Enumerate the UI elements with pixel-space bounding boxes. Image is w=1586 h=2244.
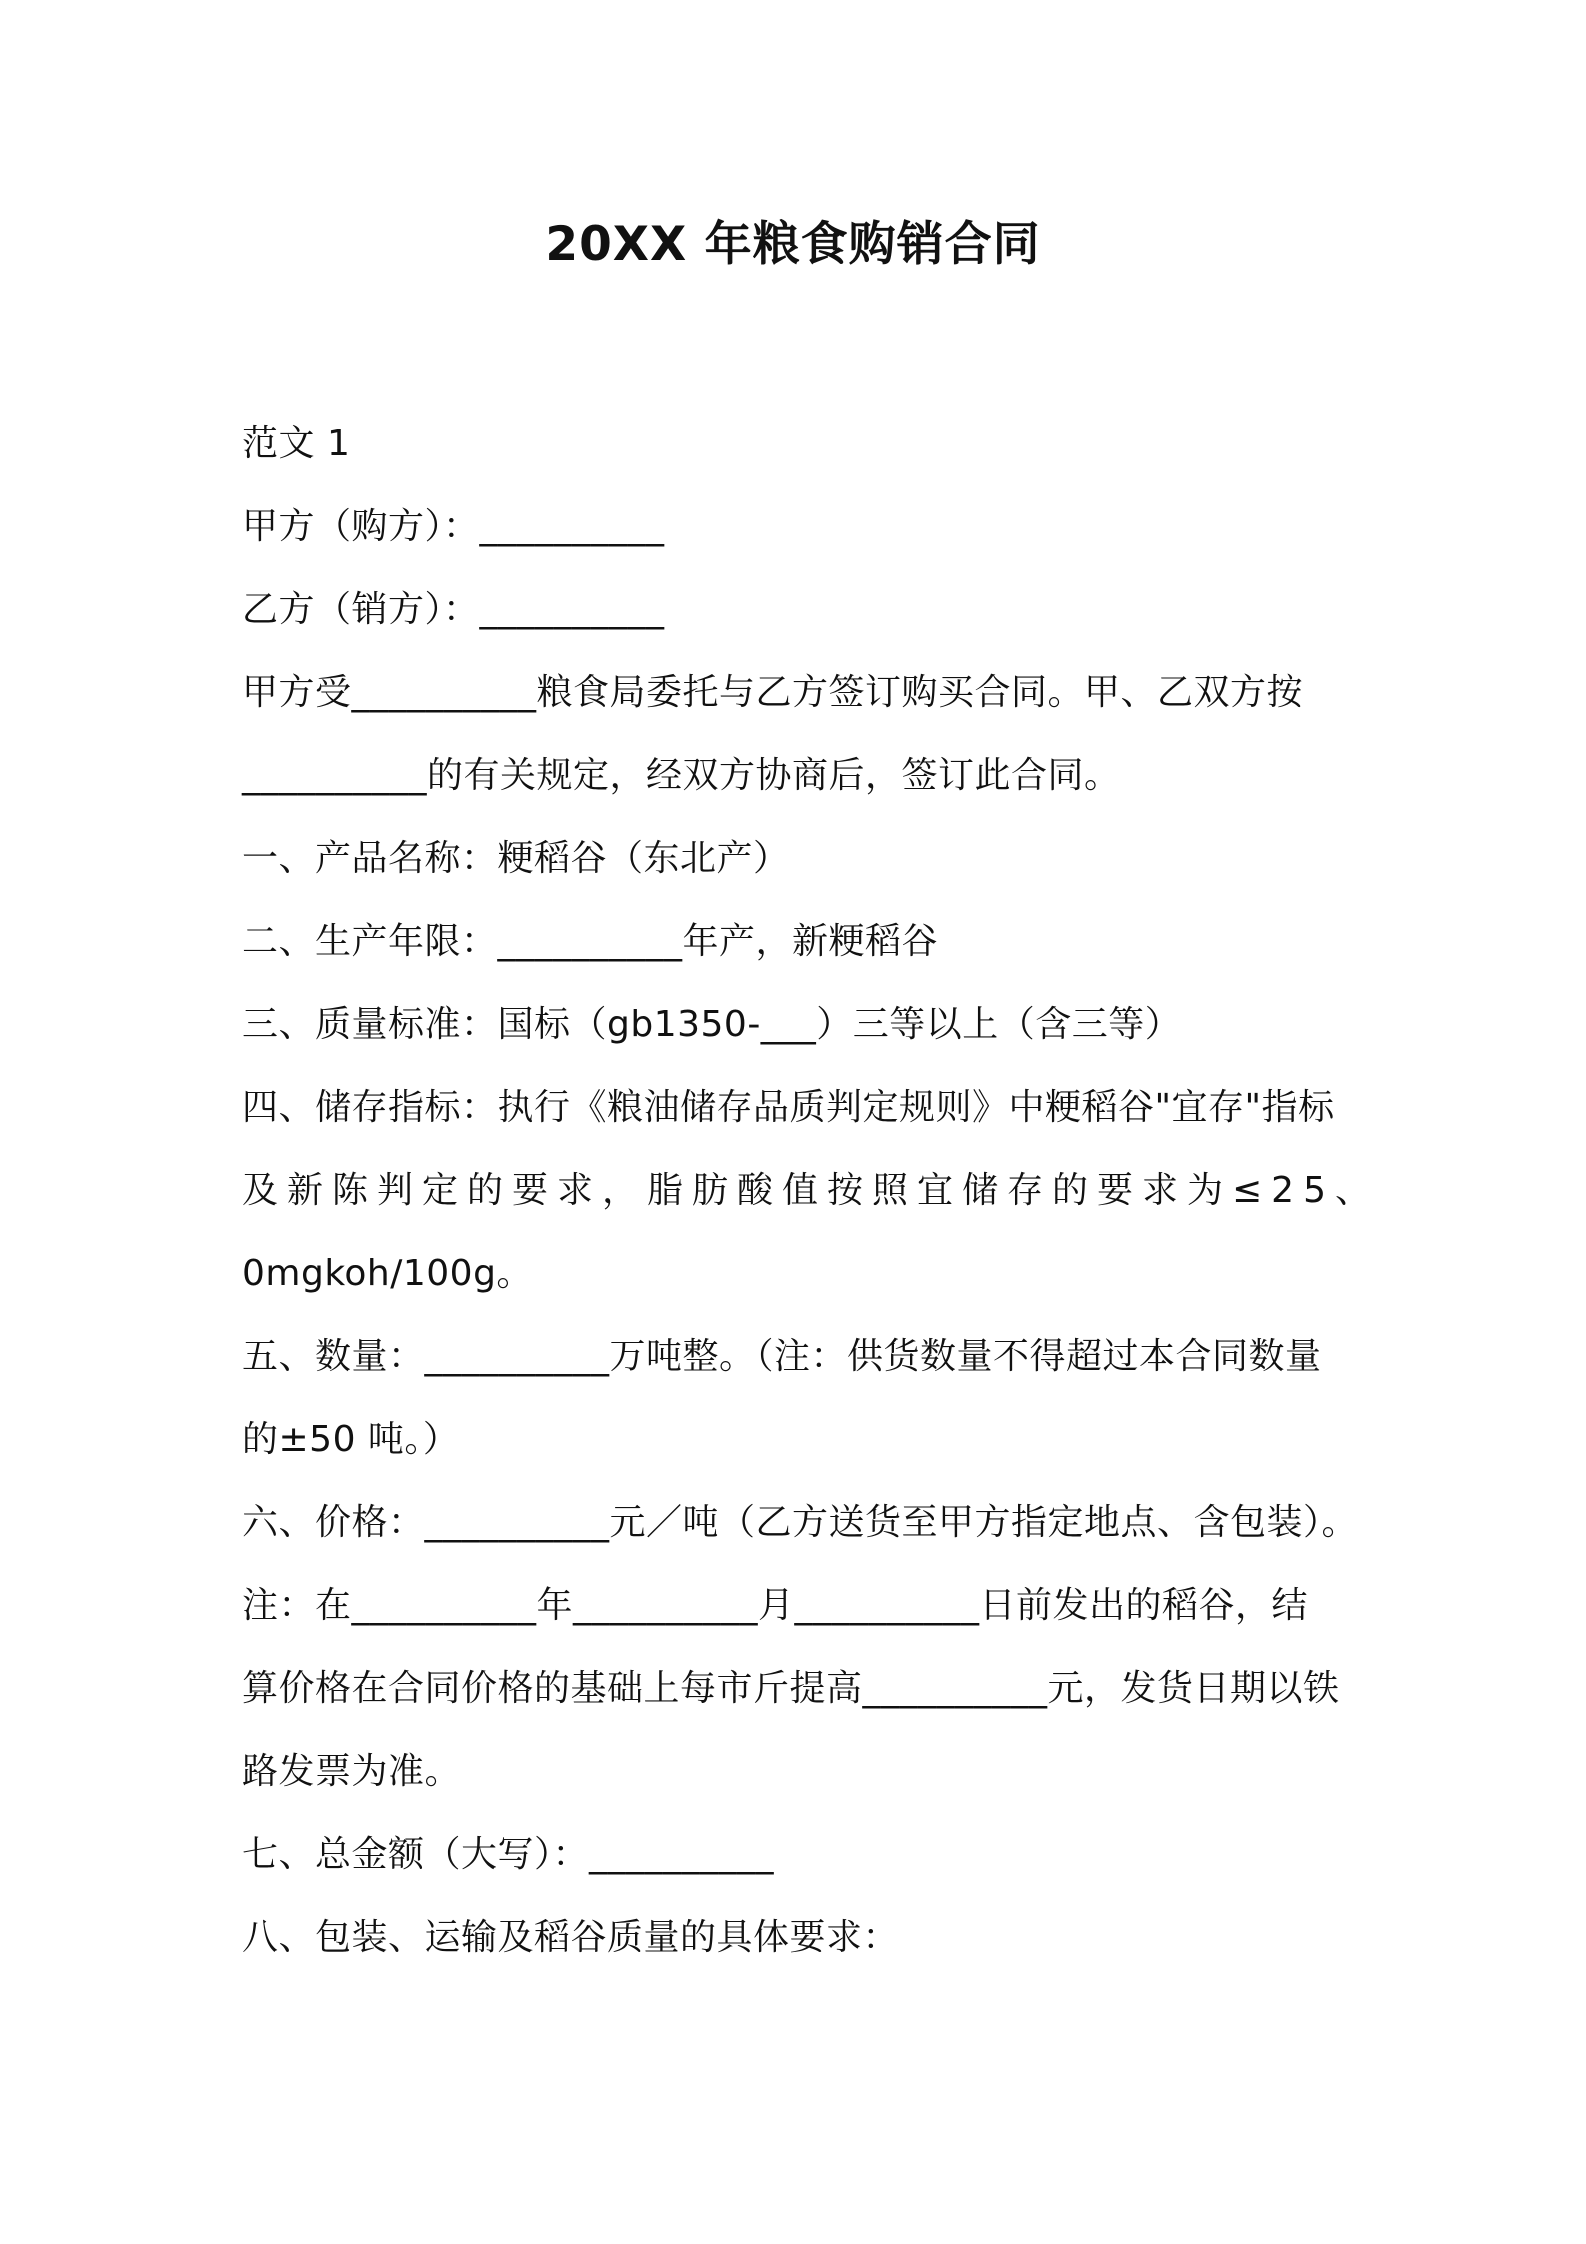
price-note-line-1: 注：在__________年__________月__________日前发出的稻谷，结 <box>242 1585 1309 1626</box>
preamble-line-1: 甲方受__________粮食局委托与乙方签订购买合同。甲、乙双方按 <box>242 672 1304 713</box>
clause-total-amount: 七、总金额（大写）：__________ <box>242 1834 775 1875</box>
price-note-line-3: 路发票为准。 <box>242 1751 462 1792</box>
document-body <box>242 402 1380 1979</box>
document-title: 20XX 年粮食购销合同 <box>545 217 1041 272</box>
party-b-line: 乙方（销方）：__________ <box>242 589 665 630</box>
preamble-line-2: __________的有关规定，经双方协商后，签订此合同。 <box>242 755 1121 796</box>
clause-packaging-transport: 八、包装、运输及稻谷质量的具体要求： <box>242 1917 900 1958</box>
sample-heading: 范文 1 <box>242 423 351 464</box>
clause-quantity-line-1: 五、数量：__________万吨整。（注：供货数量不得超过本合同数量 <box>242 1336 1322 1377</box>
clause-production-year: 二、生产年限：__________年产，新粳稻谷 <box>242 921 939 962</box>
price-note-line-2: 算价格在合同价格的基础上每市斤提高__________元，发货日期以铁 <box>242 1668 1340 1709</box>
clause-storage-index-line-1: 四、储存指标：执行《粮油储存品质判定规则》中粳稻谷"宜存"指标 <box>242 1087 1335 1128</box>
party-a-line: 甲方（购方）：__________ <box>242 506 665 547</box>
clause-product-name: 一、产品名称：粳稻谷（东北产） <box>242 838 790 879</box>
clause-quantity-line-2: 的±50 吨。） <box>242 1419 460 1460</box>
clause-price: 六、价格：__________元／吨（乙方送货至甲方指定地点、含包装）。 <box>242 1502 1359 1543</box>
clause-storage-index-line-3: 0mgkoh/100g。 <box>242 1253 533 1294</box>
clause-storage-index-line-2: 及新陈判定的要求，脂肪酸值按照宜储存的要求为≤25、 <box>242 1170 1380 1211</box>
clause-quality-standard: 三、质量标准：国标（gb1350-___）三等以上（含三等） <box>242 1004 1182 1045</box>
